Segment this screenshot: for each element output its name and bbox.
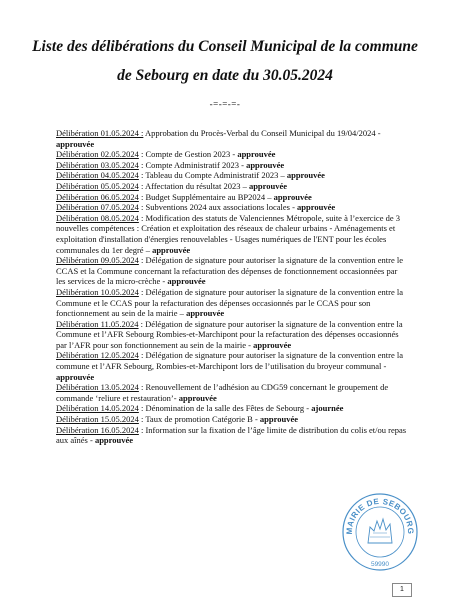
deliberation-item (56, 425, 408, 446)
deliberation-status: approuvée (273, 191, 312, 202)
deliberation-reference: Délibération 05.05.2024 (56, 180, 139, 191)
deliberation-status: approuvée (246, 159, 285, 170)
deliberation-reference: Délibération 15.05.2024 (56, 414, 139, 425)
deliberation-item (56, 414, 408, 425)
deliberation-reference: Délibération 04.05.2024 (56, 170, 139, 181)
deliberation-subject: : Taux de promotion Catégorie B - (138, 414, 260, 425)
deliberation-item (56, 181, 408, 192)
deliberation-status: approuvée (253, 339, 292, 350)
deliberation-reference: Délibération 02.05.2024 (56, 149, 139, 160)
deliberation-item (56, 403, 408, 414)
deliberation-subject: : Renouvellement de l’adhésion au CDG59 concernant le groupement de commande ‘reliure et restauration’- (56, 382, 389, 403)
deliberation-subject: : Dénomination de la salle des Fêtes de Sebourg - (138, 403, 312, 414)
page-number: 1 (392, 583, 412, 597)
deliberation-item (56, 192, 408, 203)
deliberation-subject: : Tableau du Compte Administratif 2023 – (138, 170, 287, 181)
deliberation-item (56, 149, 408, 160)
deliberation-status: approuvée (248, 180, 288, 191)
deliberation-reference: Délibération 01.05.2024 : (56, 128, 144, 138)
deliberation-subject: : Délégation de signature pour autoriser la signature de la convention entre la Commune et le CCAS pour la refacturation des dépenses occasionnés par le CCAS pour son fonctionnement au sein de la mairie – (56, 286, 403, 319)
deliberation-subject: Approbation du Procès-Verbal du Conseil Municipal du 19/04/2024 - (143, 128, 381, 138)
deliberation-item (56, 128, 408, 149)
deliberation-item (56, 202, 408, 213)
deliberation-subject: : Subventions 2024 aux associations locales - (138, 202, 298, 213)
deliberation-subject: : Délégation de signature pour autoriser la signature de la convention entre la commune et l’AFR Sebourg, Rombies-et-Marchipont lors de l’utilisation du broyeur communal - (56, 350, 403, 372)
town-hall-stamp (340, 491, 420, 573)
deliberation-subject: : Délégation de signature pour autoriser la signature de la convention entre la Commune et l’AFR Sebourg Rombies-et-Marchipont pour la refacturation des dépenses occasionnés par l’AFR pour son fonctionnement au sein de la mairie - (56, 318, 403, 350)
deliberation-reference: Délibération 09.05.2024 (56, 255, 139, 266)
deliberation-status: approuvée (152, 244, 191, 255)
deliberation-reference: Délibération 03.05.2024 (56, 159, 139, 170)
deliberation-subject: : Budget Supplémentaire au BP2024 – (138, 191, 274, 202)
deliberation-status: approuvée (178, 392, 217, 403)
deliberation-status: approuvée (94, 435, 134, 446)
deliberation-status: approuvée (297, 202, 336, 213)
deliberation-status: approuvée (56, 138, 95, 149)
deliberation-status: approuvée (286, 170, 325, 181)
deliberation-reference: Délibération 06.05.2024 (56, 191, 139, 202)
deliberation-status: ajournée (311, 403, 344, 414)
deliberation-list (56, 128, 408, 446)
deliberation-reference: Délibération 16.05.2024 (56, 424, 139, 435)
deliberation-item (56, 287, 408, 319)
deliberation-reference: Délibération 07.05.2024 (56, 202, 139, 213)
deliberation-reference: Délibération 12.05.2024 (56, 350, 139, 361)
deliberation-item (56, 350, 408, 382)
title-separator: -=-=-=- (209, 99, 241, 109)
deliberation-status: approuvée (167, 276, 206, 287)
deliberation-item (56, 170, 408, 181)
deliberation-item (56, 319, 408, 351)
deliberation-item (56, 255, 408, 287)
deliberation-reference: Délibération 08.05.2024 (56, 212, 139, 223)
deliberation-reference: Délibération 11.05.2024 (56, 318, 139, 329)
deliberation-status: approuvée (186, 308, 225, 319)
document-title-line-1: Liste des délibérations du Conseil Municipal de la commune (32, 38, 418, 55)
deliberation-item (56, 160, 408, 171)
deliberation-subject: : Compte de Gestion 2023 - (138, 149, 238, 160)
deliberation-subject: : Modification des statuts de Valenciennes Métropole, suite à l’exercice de 3 nouvelles compétences : Création et exploitation des réseaux de chaleur urbains - Aménagements et exploitation d'installation d'énergies renouvelables - Usages numériques de l'ENT pour les écoles communales du 1er degré – (56, 212, 400, 255)
stamp-bottom-text: 59990 (370, 561, 390, 568)
deliberation-reference: Délibération 13.05.2024 (56, 382, 139, 393)
deliberation-status: approuvée (259, 414, 299, 425)
document-title-line-2: de Sebourg en date du 30.05.2024 (117, 67, 333, 84)
stamp-top-text: MAIRIE DE SEBOURG (344, 496, 416, 535)
deliberation-subject: : Information sur la fixation de l’âge limite de distribution du colis et/ou repas aux aînés - (56, 424, 407, 446)
deliberation-reference: Délibération 10.05.2024 (56, 286, 139, 297)
deliberation-subject: : Affectation du résultat 2023 – (138, 180, 249, 191)
deliberation-subject: : Compte Administratif 2023 - (138, 159, 247, 170)
deliberation-status: approuvée (56, 371, 95, 382)
deliberation-subject: : Délégation de signature pour autoriser la signature de la convention entre le CCAS et la Commune concernant la refacturation des dépenses de fonctionnement occasionnées par les services de la micro-crèche - (56, 255, 403, 287)
deliberation-item (56, 213, 408, 255)
deliberation-reference: Délibération 14.05.2024 (56, 403, 139, 414)
deliberation-status: approuvée (237, 149, 276, 160)
deliberation-item (56, 382, 408, 403)
